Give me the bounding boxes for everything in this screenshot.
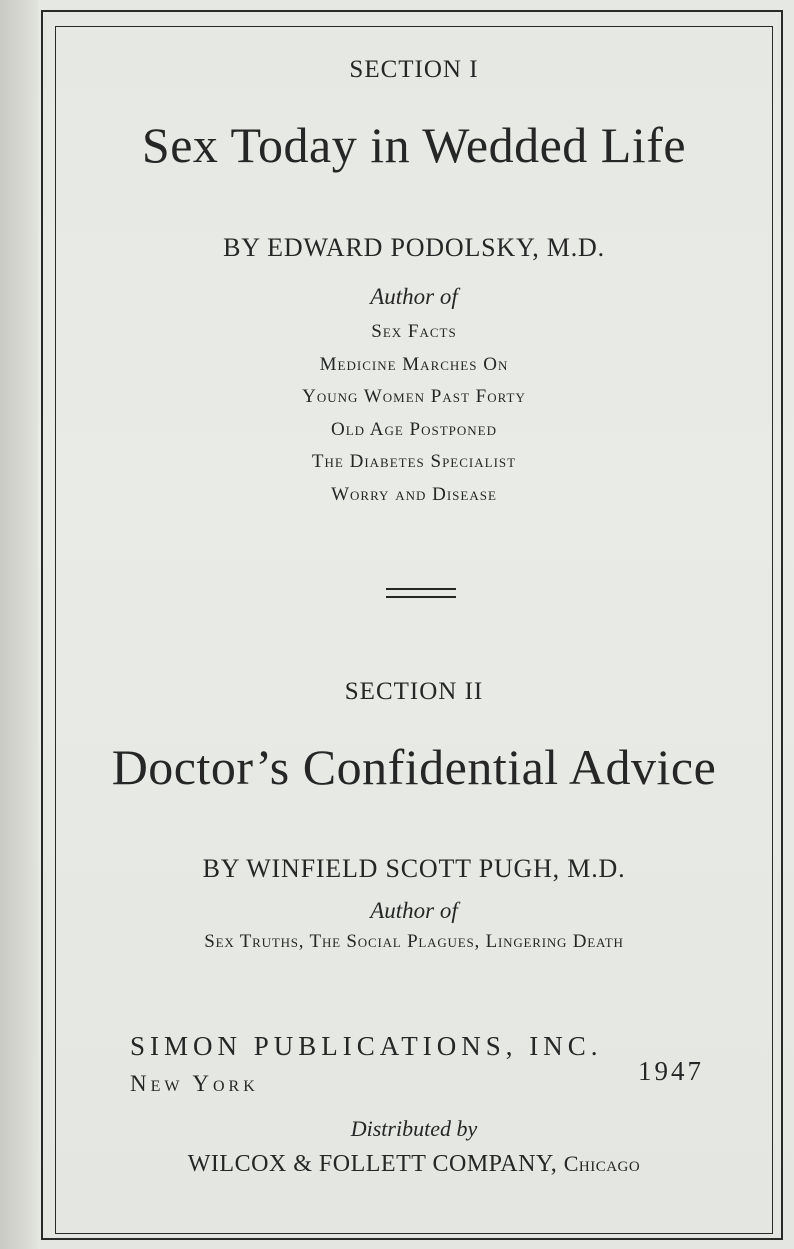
section-2-title: Doctor’s Confidential Advice	[111, 739, 717, 795]
work-title: Medicine Marches On	[319, 353, 509, 375]
work-title: The Diabetes Specialist	[311, 451, 517, 472]
section-1-label: SECTION I	[349, 56, 479, 83]
double-rule-divider	[386, 588, 456, 598]
work-title: Sex Facts	[371, 321, 457, 342]
distributor-city: Chicago	[563, 1151, 641, 1176]
publication-year: 1947	[638, 1056, 704, 1086]
section-1-byline: BY EDWARD PODOLSKY, M.D.	[223, 233, 605, 262]
distributor-name: WILCOX & FOLLETT COMPANY,	[187, 1151, 558, 1177]
publisher-name: SIMON PUBLICATIONS, INC.	[130, 1031, 603, 1061]
section-2-label: SECTION II	[344, 678, 484, 705]
section-2-author-of: Author of	[370, 898, 458, 923]
work-title: Worry and Disease	[331, 483, 497, 505]
work-title: Young Women Past Forty	[302, 386, 526, 407]
section-2-works-line: Sex Truths, The Social Plagues, Lingering Death	[204, 931, 624, 952]
section-1-author-of: Author of	[370, 284, 458, 309]
book-spine-shadow	[0, 0, 40, 1249]
section-1-title: Sex Today in Wedded Life	[141, 117, 687, 173]
publisher-city: New York	[130, 1071, 259, 1096]
section-2-byline: BY WINFIELD SCOTT PUGH, M.D.	[202, 854, 626, 883]
section-1-works-list	[56, 316, 772, 511]
distributor-line	[56, 1151, 772, 1178]
distributed-by-label: Distributed by	[350, 1116, 478, 1141]
title-page-content	[56, 26, 772, 1226]
work-title: Old Age Postponed	[330, 418, 497, 440]
